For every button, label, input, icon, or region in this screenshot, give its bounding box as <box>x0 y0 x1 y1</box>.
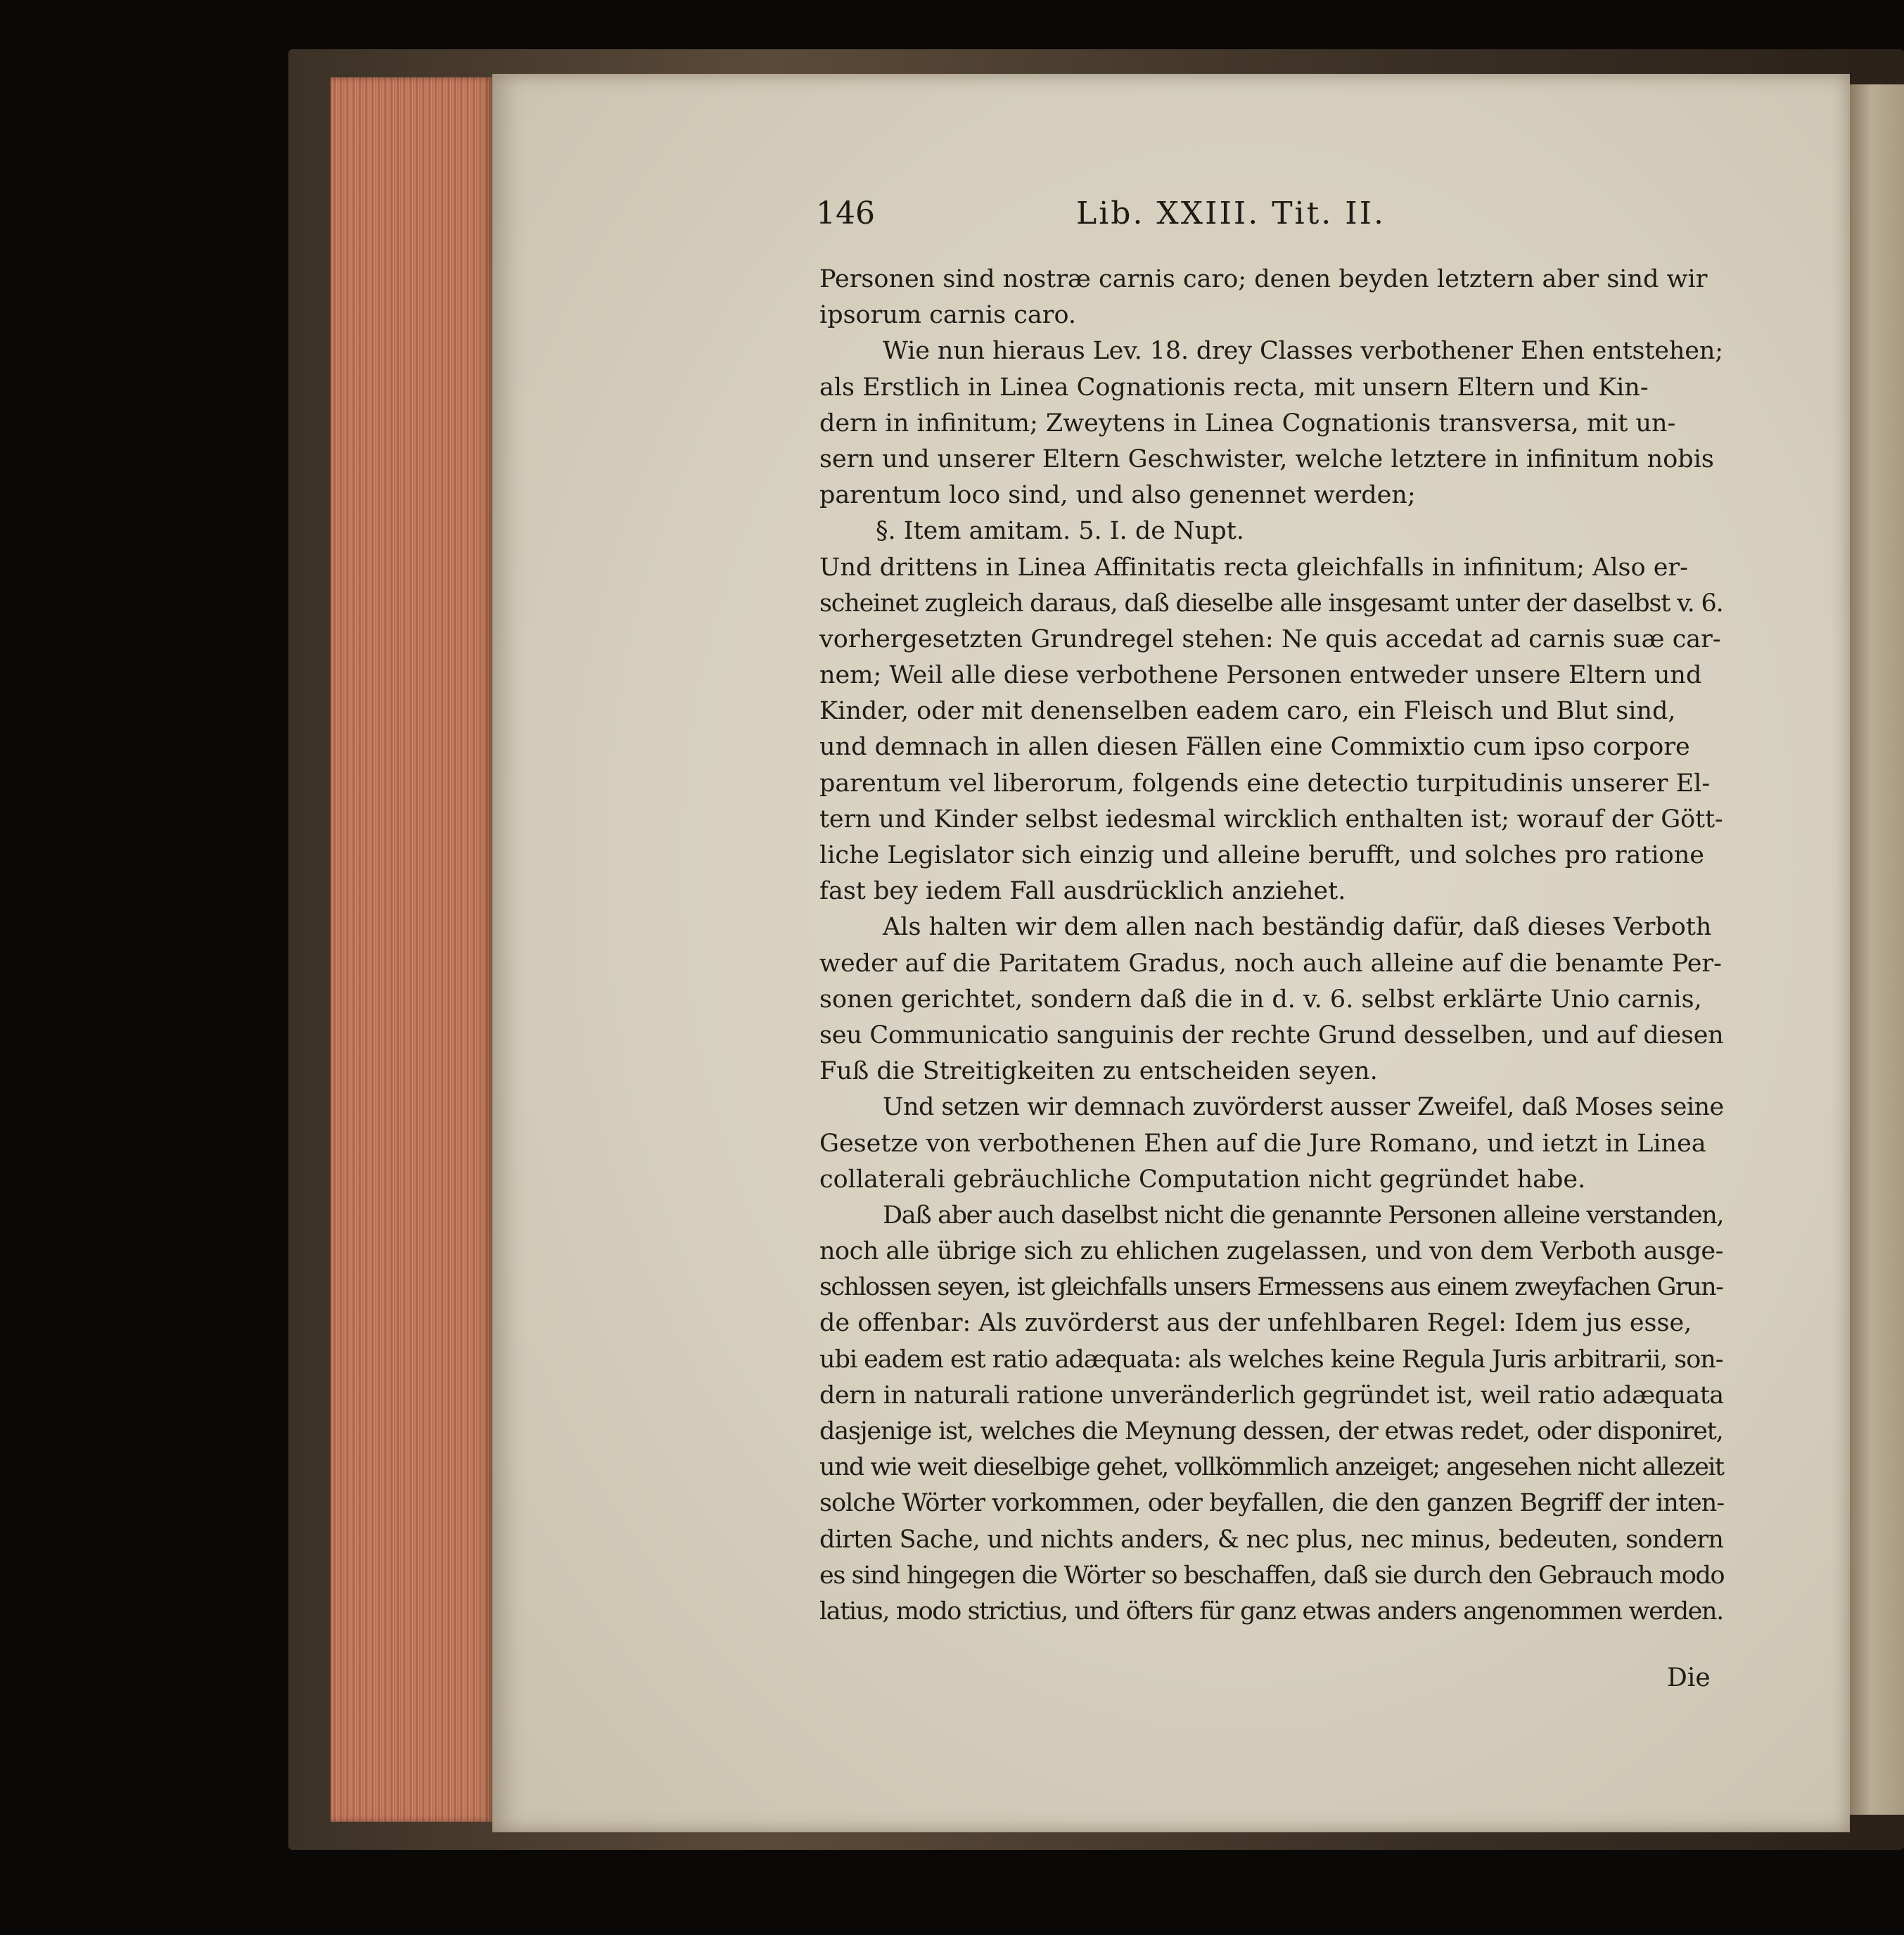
text-line: sern und unserer Eltern Geschwister, welche letztere in infinitum nobis <box>819 445 1714 473</box>
text-line: parentum loco sind, und also genennet werden; <box>819 481 1416 510</box>
text-line: §. Item amitam. 5. I. de Nupt. <box>876 517 1244 546</box>
text-line: de offenbar: Als zuvörderst aus der unfehlbaren Regel: Idem jus esse, <box>819 1309 1692 1338</box>
text-line: noch alle übrige sich zu ehlichen zugelassen, und von dem Verboth ausge- <box>819 1237 1723 1266</box>
text-line: Fuß die Streitigkeiten zu entscheiden seyen. <box>819 1057 1378 1086</box>
text-line: scheinet zugleich daraus, daß dieselbe alle insgesamt unter der daselbst v. 6. <box>819 589 1723 618</box>
body-text <box>819 262 1723 1630</box>
page-edges <box>331 77 492 1822</box>
page-header <box>816 196 1723 238</box>
text-line: vorhergesetzten Grundregel stehen: Ne quis accedat ad carnis suæ car- <box>819 625 1721 653</box>
text-line: nem; Weil alle diese verbothene Personen entweder unsere Eltern und <box>819 661 1702 690</box>
text-line: Personen sind nostræ carnis caro; denen beyden letztern aber sind wir <box>819 265 1708 293</box>
text-line: Daß aber auch daselbst nicht die genannte Personen alleine verstanden, <box>883 1201 1724 1230</box>
text-line: collaterali gebräuchliche Computation nicht gegründet habe. <box>819 1165 1586 1194</box>
facing-page-edge <box>1850 84 1904 1815</box>
text-line: dern in infinitum; Zweytens in Linea Cognationis transversa, mit un- <box>819 409 1676 438</box>
catchword: Die <box>1667 1663 1711 1692</box>
text-line: Als halten wir dem allen nach beständig dafür, daß dieses Verboth <box>883 913 1712 942</box>
text-line: weder auf die Paritatem Gradus, noch auch alleine auf die benamte Per- <box>819 949 1722 978</box>
text-line: sonen gerichtet, sondern daß die in d. v. 6. selbst erklärte Unio carnis, <box>819 985 1702 1014</box>
text-line: liche Legislator sich einzig und alleine berufft, und solches pro ratione <box>819 841 1705 869</box>
running-title: Lib. XXIII. Tit. II. <box>1076 196 1386 231</box>
text-line: und demnach in allen diesen Fällen eine Commixtio cum ipso corpore <box>819 733 1690 762</box>
text-line: seu Communicatio sanguinis der rechte Grund desselben, und auf diesen <box>819 1021 1724 1049</box>
text-line: fast bey iedem Fall ausdrücklich anziehet. <box>819 877 1346 906</box>
text-line: solche Wörter vorkommen, oder beyfallen, die den ganzen Begriff der inten- <box>819 1489 1725 1518</box>
text-line: Gesetze von verbothenen Ehen auf die Jure Romano, und ietzt in Linea <box>819 1129 1706 1158</box>
text-line: es sind hingegen die Wörter so beschaffen, daß sie durch den Gebrauch modo <box>819 1561 1725 1590</box>
text-line: tern und Kinder selbst iedesmal wircklich enthalten ist; worauf der Gött- <box>819 805 1723 834</box>
text-line: dern in naturali ratione unveränderlich gegründet ist, weil ratio adæquata <box>819 1381 1724 1410</box>
text-line: parentum vel liberorum, folgends eine detectio turpitudinis unserer El- <box>819 769 1711 798</box>
text-line: dirten Sache, und nichts anders, & nec plus, nec minus, bedeuten, sondern <box>819 1525 1724 1554</box>
text-line: ipsorum carnis caro. <box>819 301 1077 330</box>
text-line: Kinder, oder mit denenselben eadem caro, ein Fleisch und Blut sind, <box>819 697 1676 726</box>
text-line: dasjenige ist, welches die Meynung dessen, der etwas redet, oder disponiret, <box>819 1417 1723 1445</box>
text-line: und wie weit dieselbige gehet, vollkömmlich anzeiget; angesehen nicht allezeit <box>819 1453 1724 1482</box>
text-line: als Erstlich in Linea Cognationis recta, mit unsern Eltern und Kin- <box>819 373 1649 402</box>
text-line: schlossen seyen, ist gleichfalls unsers Ermessens aus einem zweyfachen Grun- <box>819 1273 1723 1302</box>
text-line: latius, modo strictius, und öfters für ganz etwas anders angenommen werden. <box>819 1597 1723 1626</box>
text-line: ubi eadem est ratio adæquata: als welches keine Regula Juris arbitrarii, son- <box>819 1345 1723 1374</box>
page-number: 146 <box>816 196 875 231</box>
text-line: Und drittens in Linea Affinitatis recta gleichfalls in infinitum; Also er- <box>819 553 1688 582</box>
text-line: Und setzen wir demnach zuvörderst ausser Zweifel, daß Moses seine <box>883 1093 1724 1122</box>
text-line: Wie nun hieraus Lev. 18. drey Classes verbothener Ehen entstehen; <box>883 337 1723 366</box>
